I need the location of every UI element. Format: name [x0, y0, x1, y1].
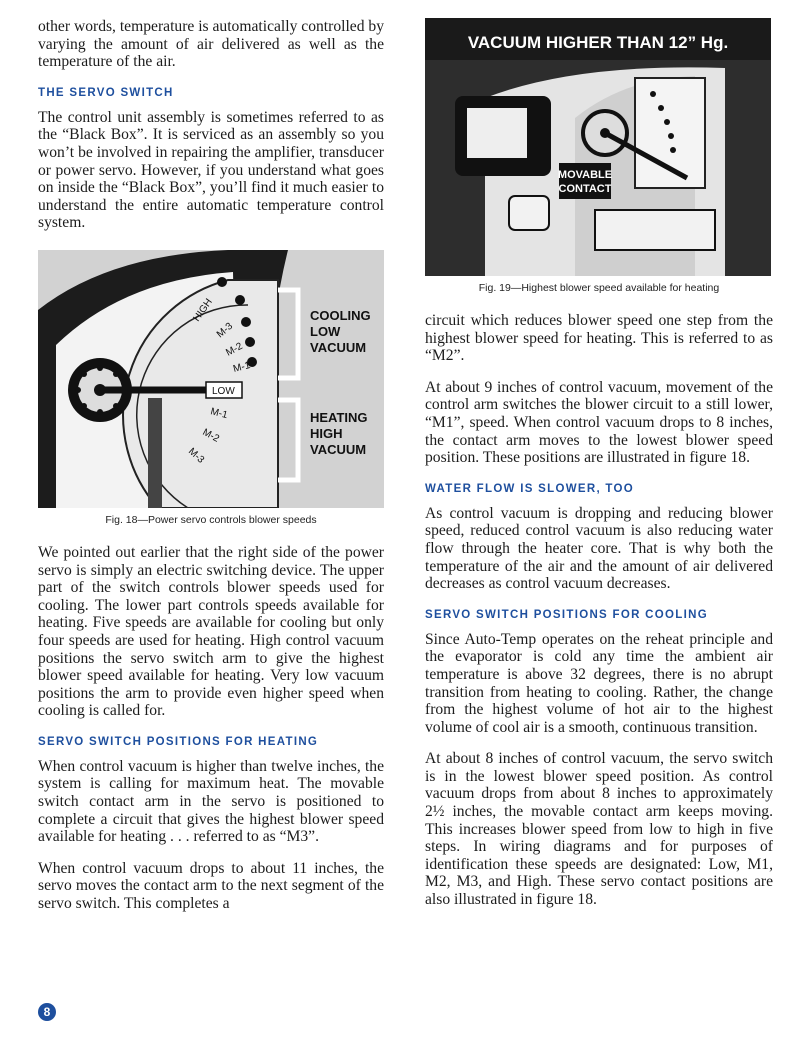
paragraph-water-flow: As control vacuum is dropping and reducing blower speed, reduced control vacuum is also reducing water flow through the heater core. That is why both the temperature of the air and the amount of air delivered decreases as control vacuum decreases. [425, 504, 773, 593]
heading-cooling: SERVO SWITCH POSITIONS FOR COOLING [425, 608, 708, 621]
figure-18-servo-diagram [38, 250, 384, 508]
paragraph-power-servo: We pointed out earlier that the right side of the power servo is simply an electric switching device. The upper part of the switch controls blower speeds used for cooling. The lower part controls speeds available for heating. Five speeds are available for cooling but only four speeds are used for heating. High control vacuum positions the servo switch arm to give the highest blower speed available for heating. Very low vacuum positions the arm to provide even higher speed when cooling is called for. [38, 543, 384, 720]
label-heating-2: HIGH [310, 425, 343, 441]
left-column [38, 18, 384, 927]
label-m3-heat: M-3 [185, 445, 207, 466]
label-movable: MOVABLE [557, 169, 613, 181]
paragraph-eight-inches: At about 8 inches of control vacuum, the servo switch is in the lowest blower speed position. As control vacuum drops from about 8 inches to approximately 2½ inches, the movable contact arm keeps moving. This increases blower speed from low to high in five steps. In wiring diagrams and for purposes of identification these speeds are designated: Low, M1, M2, M3, and High. These servo contact positions are also illustrated in figure 18. [425, 750, 773, 909]
paragraph-eleven-inches: When control vacuum drops to about 11 inches, the servo moves the contact arm to the next segment of the servo switch. This completes a [38, 859, 384, 913]
label-contact: CONTACT [558, 183, 612, 195]
label-low: LOW [212, 385, 235, 397]
heading-water-flow: WATER FLOW IS SLOWER, TOO [425, 482, 635, 495]
label-m2-cool: M-2 [224, 340, 245, 359]
paragraph-intro: other words, temperature is automatically controlled by varying the amount of air delivered as well as the temperature of the air. [38, 18, 384, 71]
vacuum-illustration [425, 18, 771, 276]
figure-19-banner: VACUUM HIGHER THAN 12” Hg. [467, 33, 729, 52]
label-m1-heat: M-1 [209, 406, 229, 422]
paragraph-twelve-inches: When control vacuum is higher than twelve inches, the system is calling for maximum heat. The movable switch contact arm in the servo is positioned to complete a circuit that gives the highest blower speed available for heating . . . referred to as “M3”. [38, 757, 384, 846]
heading-heating: SERVO SWITCH POSITIONS FOR HEATING [38, 735, 319, 748]
figure-19-diagram [425, 18, 771, 276]
servo-switch-illustration [38, 250, 384, 508]
label-heating-3: VACUUM [310, 441, 367, 457]
paragraph-auto-temp: Since Auto-Temp operates on the reheat principle and the evaporator is cold any time the ambient air temperature is above 32 degrees, there is no abrupt transition from heating to cooling. Rather, the change from the highest volume of hot air to the highest volume of cool air is a smooth, continuous transition. [425, 630, 773, 736]
label-heating-1: HEATING [310, 409, 368, 425]
page-number: 8 [38, 1003, 56, 1021]
figure-19-caption: Fig. 19—Highest blower speed available for heating [478, 282, 720, 294]
right-column [425, 18, 773, 923]
figure-18-caption: Fig. 18—Power servo controls blower speeds [105, 513, 317, 526]
paragraph-circuit: circuit which reduces blower speed one step from the highest blower speed for heating. This is referred to as “M2”. [425, 312, 773, 365]
paragraph-nine-inches: At about 9 inches of control vacuum, movement of the control arm switches the blower circuit to a still lower, “M1”, speed. When control vacuum drops to 8 inches, the contact arm moves to the lowest blower speed position. These positions are illustrated in figure 18. [425, 378, 773, 467]
label-cooling-1: COOLING [310, 307, 371, 323]
heading-servo-switch: THE SERVO SWITCH [38, 86, 174, 99]
label-cooling-2: LOW [310, 323, 341, 339]
paragraph-black-box: The control unit assembly is sometimes referred to as the “Black Box”. It is serviced as an assembly so you won’t be involved in repairing the amplifier, transducer or power servo. However, if you understand what goes on inside the “Black Box”, you’ll find it much easier to understand the entire automatic temperature control system. [38, 108, 384, 232]
label-m3-cool: M-3 [214, 320, 236, 341]
label-m2-heat: M-2 [200, 426, 221, 445]
label-m1-cool: M-1 [232, 360, 252, 375]
label-high: HIGH [191, 296, 215, 324]
label-cooling-3: VACUUM [310, 339, 367, 355]
